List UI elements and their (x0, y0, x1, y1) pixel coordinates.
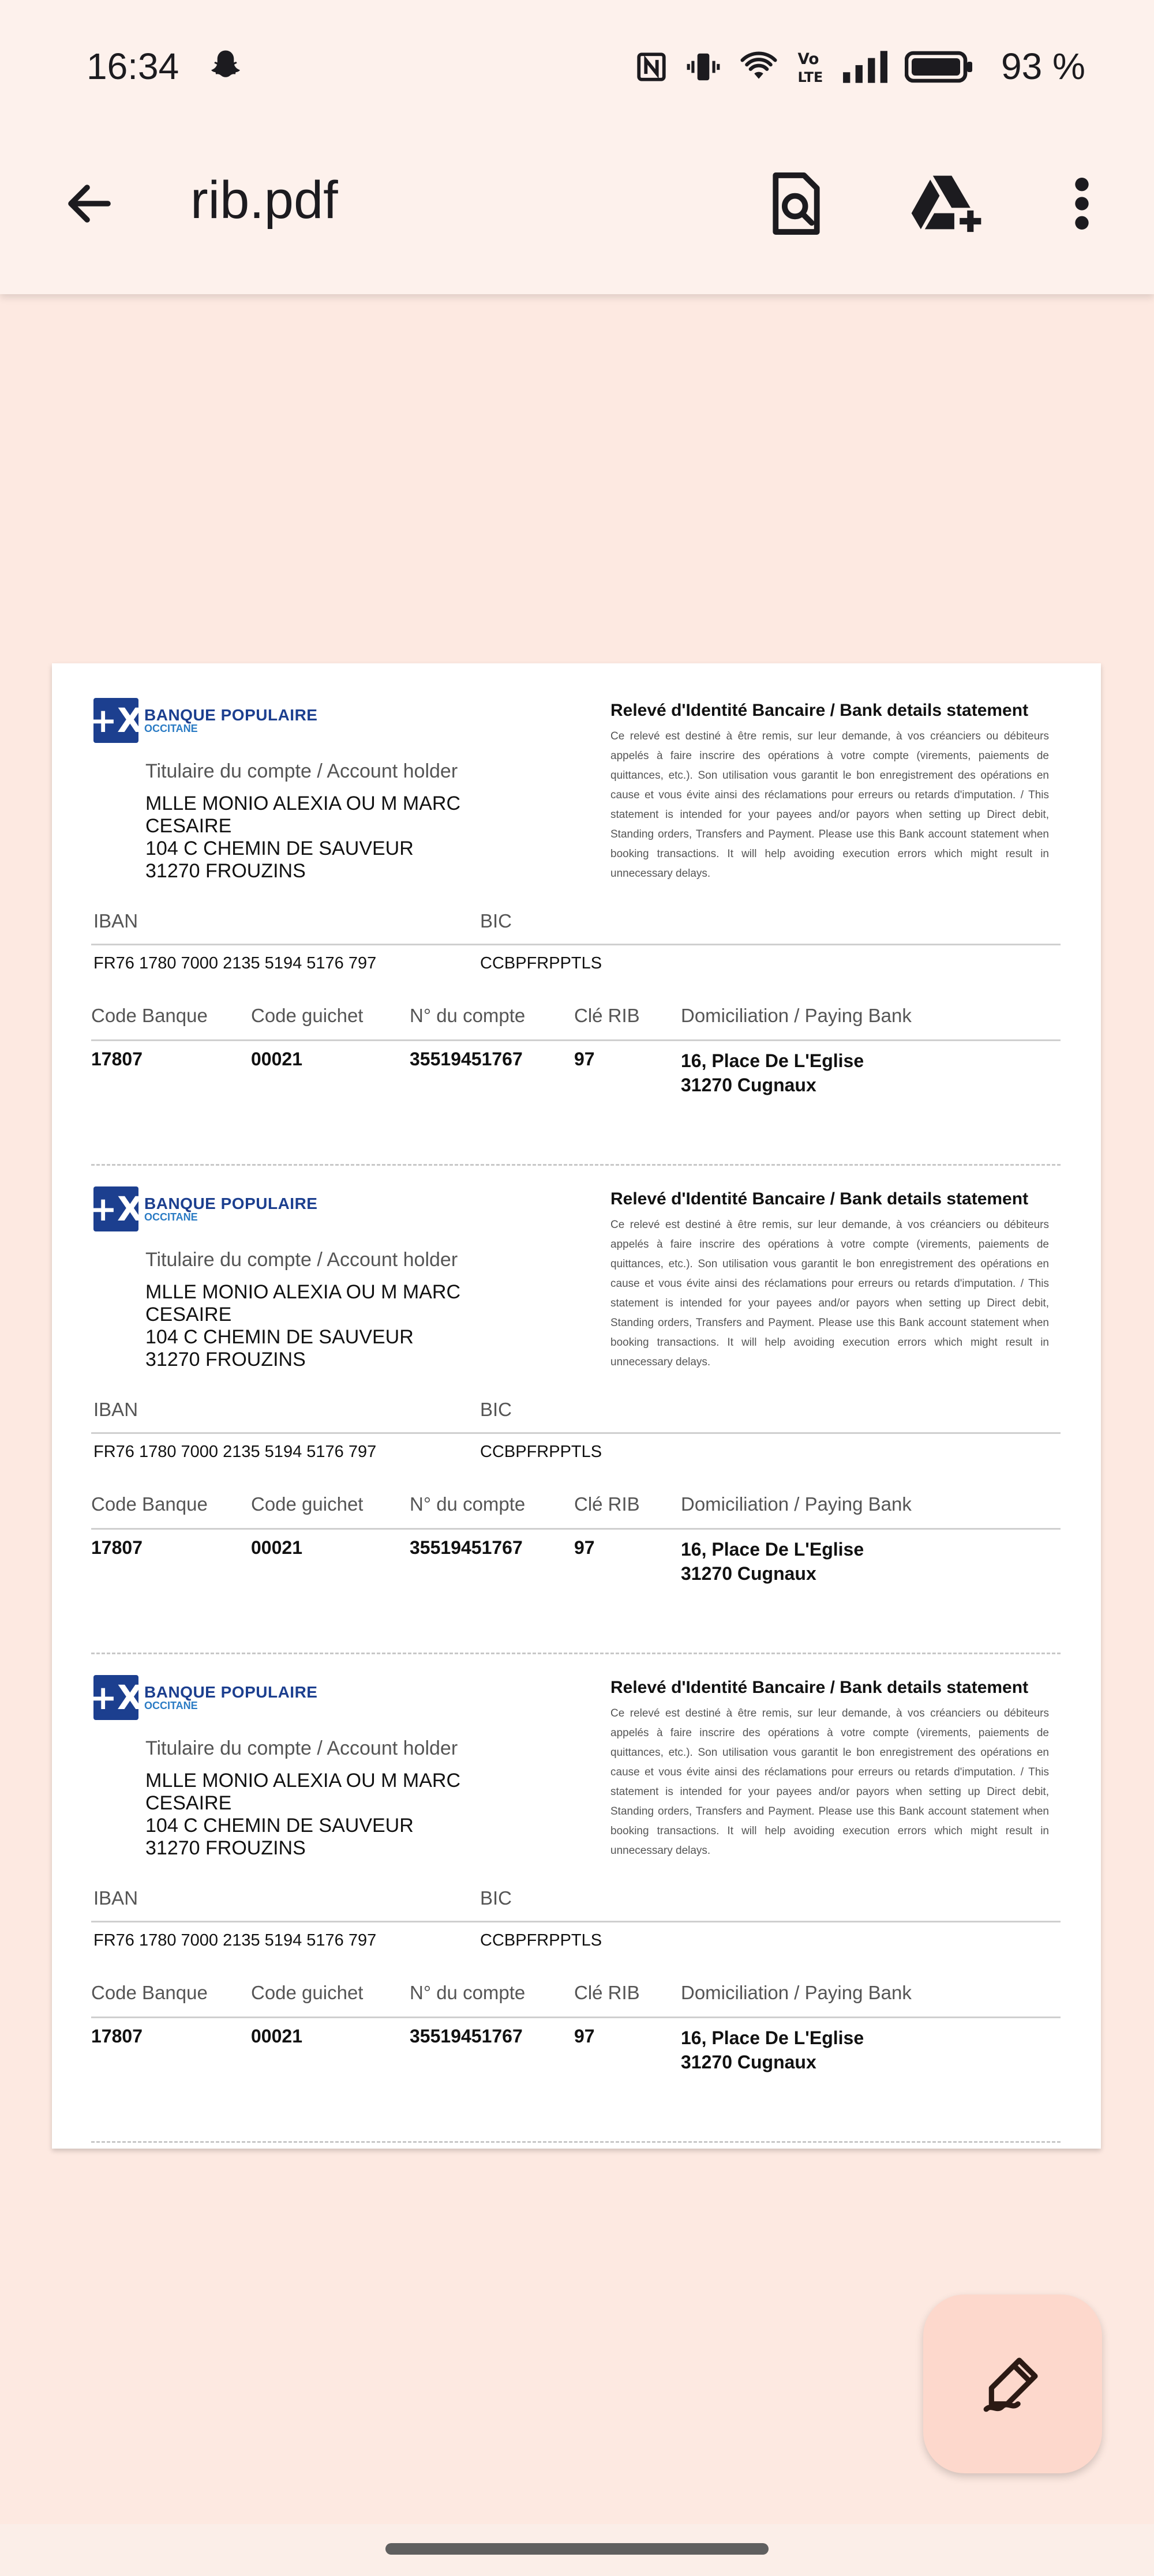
domiciliation-address (681, 2026, 864, 2074)
bank-logo-mark: +X (93, 1186, 138, 1231)
domiciliation-line: 31270 Cugnaux (681, 1075, 816, 1095)
rib-slip (52, 663, 1101, 1152)
account-number: 35519451767 (410, 1537, 523, 1558)
holder-label: Titulaire du compte / Account holder (145, 1737, 458, 1759)
nfc-icon (635, 49, 668, 87)
status-time: 16:34 (87, 46, 179, 87)
bank-logo-mark: +X (93, 698, 138, 743)
signal-icon (841, 49, 887, 87)
col-domiciliation: Domiciliation / Paying Bank (681, 1005, 912, 1026)
rib-key: 97 (574, 1049, 595, 1069)
bank-code: 17807 (91, 2026, 143, 2046)
vibrate-icon (685, 49, 721, 87)
bic-value: CCBPFRPPTLS (480, 1931, 602, 1950)
cut-line (91, 2141, 1061, 2143)
bic-value: CCBPFRPPTLS (480, 1443, 602, 1461)
battery-percent: 93 % (1001, 46, 1085, 87)
holder-line: CESAIRE (145, 1304, 232, 1325)
annotate-pen-icon (981, 2351, 1044, 2417)
holder-line: 31270 FROUZINS (145, 1349, 306, 1370)
top-app-bar (0, 0, 1154, 294)
drive-add-icon (909, 169, 984, 238)
domiciliation-address (681, 1049, 864, 1097)
bic-label: BIC (480, 1399, 512, 1420)
bic-value: CCBPFRPPTLS (480, 954, 602, 972)
divider (91, 1921, 1061, 1922)
back-arrow-icon (62, 176, 117, 234)
bank-name: BANQUE POPULAIRE (144, 706, 318, 724)
divider (91, 1039, 1061, 1041)
document-search-icon (767, 170, 825, 239)
annotate-button[interactable] (923, 2295, 1102, 2473)
bank-logo (89, 1675, 318, 1720)
holder-label: Titulaire du compte / Account holder (145, 1249, 458, 1271)
volte-icon (796, 49, 824, 87)
divider (91, 944, 1061, 945)
document-title: rib.pdf (190, 171, 338, 230)
more-vert-icon (1070, 175, 1093, 235)
iban-label: IBAN (93, 1399, 138, 1420)
statement-text: Ce relevé est destiné à être remis, sur leur demande, à vos créanciers ou débiteurs appelés à faire inscrire des opérations à votre compte (virements, paiements de quittances, etc.). Son utilisation vous garantit le bon enregistrement des opérations en cause et vous évite ainsi des réclamations pour erreurs ou retards d'imputation. / This statement is intended for your payees and/or payors when setting up Direct debit, Standing orders, Transfers and Payment. Please use this Bank account statement when booking transactions. It will help avoiding execution errors which might result in unnecessary delays. (610, 1219, 1049, 1368)
col-account-no: N° du compte (410, 1005, 526, 1026)
domiciliation-address (681, 1537, 864, 1586)
holder-address (145, 793, 460, 883)
bic-label: BIC (480, 1887, 512, 1909)
holder-line: 104 C CHEMIN DE SAUVEUR (145, 838, 414, 859)
statement-title: Relevé d'Identité Bancaire / Bank details statement (610, 1678, 1029, 1697)
col-rib-key: Clé RIB (574, 1493, 640, 1515)
holder-label: Titulaire du compte / Account holder (145, 760, 458, 782)
battery-icon (905, 49, 974, 87)
iban-value: FR76 1780 7000 2135 5194 5176 797 (93, 1443, 377, 1461)
bank-code: 17807 (91, 1537, 143, 1558)
bank-region: OCCITANE (144, 723, 198, 734)
rib-slip (52, 1640, 1101, 2129)
bic-label: BIC (480, 910, 512, 932)
branch-code: 00021 (251, 1537, 302, 1558)
iban-value: FR76 1780 7000 2135 5194 5176 797 (93, 1931, 377, 1950)
holder-line: MLLE MONIO ALEXIA OU M MARC (145, 793, 461, 814)
domiciliation-line: 31270 Cugnaux (681, 2052, 816, 2072)
pdf-page[interactable] (52, 663, 1101, 2149)
account-number: 35519451767 (410, 2026, 523, 2046)
branch-code: 00021 (251, 2026, 302, 2046)
col-domiciliation: Domiciliation / Paying Bank (681, 1982, 912, 2003)
statement-text: Ce relevé est destiné à être remis, sur leur demande, à vos créanciers ou débiteurs appelés à faire inscrire des opérations à votre compte (virements, paiements de quittances, etc.). Son utilisation vous garantit le bon enregistrement des opérations en cause et vous évite ainsi des réclamations pour erreurs ou retards d'imputation. / This statement is intended for your payees and/or payors when setting up Direct debit, Standing orders, Transfers and Payment. Please use this Bank account statement when booking transactions. It will help avoiding execution errors which might result in unnecessary delays. (610, 730, 1049, 880)
rib-slip (52, 1152, 1101, 1640)
gesture-nav-bar (0, 2524, 1154, 2576)
col-branch-code: Code guichet (251, 1493, 364, 1515)
col-account-no: N° du compte (410, 1493, 526, 1515)
iban-value: FR76 1780 7000 2135 5194 5176 797 (93, 954, 377, 972)
search-document-button[interactable] (762, 167, 831, 242)
holder-line: 31270 FROUZINS (145, 860, 306, 882)
divider (91, 1528, 1061, 1530)
iban-label: IBAN (93, 910, 138, 932)
domiciliation-line: 31270 Cugnaux (681, 1563, 816, 1584)
bank-logo (89, 698, 318, 743)
account-number: 35519451767 (410, 1049, 523, 1069)
col-rib-key: Clé RIB (574, 1005, 640, 1026)
col-bank-code: Code Banque (91, 1982, 208, 2003)
rib-key: 97 (574, 1537, 595, 1558)
snapchat-icon (207, 47, 245, 85)
svg-text:LTE: LTE (797, 69, 823, 85)
holder-line: 104 C CHEMIN DE SAUVEUR (145, 1326, 414, 1348)
bank-logo (89, 1186, 318, 1231)
bank-name: BANQUE POPULAIRE (144, 1195, 318, 1212)
domiciliation-line: 16, Place De L'Eglise (681, 1539, 864, 1560)
bank-logo-mark: +X (93, 1675, 138, 1720)
bank-name: BANQUE POPULAIRE (144, 1683, 318, 1701)
bank-code: 17807 (91, 1049, 143, 1069)
bank-region: OCCITANE (144, 1211, 198, 1223)
svg-text:Vo: Vo (797, 51, 819, 69)
col-bank-code: Code Banque (91, 1493, 208, 1515)
col-branch-code: Code guichet (251, 1005, 364, 1026)
divider (91, 1432, 1061, 1434)
holder-line: CESAIRE (145, 1792, 232, 1814)
status-icons (635, 45, 974, 91)
rib-key: 97 (574, 2026, 595, 2046)
col-rib-key: Clé RIB (574, 1982, 640, 2003)
holder-address (145, 1770, 460, 1860)
domiciliation-line: 16, Place De L'Eglise (681, 1050, 864, 1071)
col-account-no: N° du compte (410, 1982, 526, 2003)
bank-region: OCCITANE (144, 1700, 198, 1711)
holder-line: 104 C CHEMIN DE SAUVEUR (145, 1815, 414, 1837)
holder-line: MLLE MONIO ALEXIA OU M MARC (145, 1281, 461, 1303)
more-options-button[interactable] (1056, 170, 1108, 239)
holder-line: MLLE MONIO ALEXIA OU M MARC (145, 1770, 461, 1792)
home-indicator[interactable] (385, 2543, 769, 2555)
holder-line: CESAIRE (145, 815, 232, 837)
statement-title: Relevé d'Identité Bancaire / Bank details statement (610, 1189, 1029, 1208)
col-bank-code: Code Banque (91, 1005, 208, 1026)
branch-code: 00021 (251, 1049, 302, 1069)
statement-title: Relevé d'Identité Bancaire / Bank details statement (610, 701, 1029, 720)
wifi-icon (739, 49, 779, 87)
statement-text: Ce relevé est destiné à être remis, sur leur demande, à vos créanciers ou débiteurs appelés à faire inscrire des opérations à votre compte (virements, paiements de quittances, etc.). Son utilisation vous garantit le bon enregistrement des opérations en cause et vous évite ainsi des réclamations pour erreurs ou retards d'imputation. / This statement is intended for your payees and/or payors when setting up Direct debit, Standing orders, Transfers and Payment. Please use this Bank account statement when booking transactions. It will help avoiding execution errors which might result in unnecessary delays. (610, 1707, 1049, 1857)
add-to-drive-button[interactable] (906, 166, 987, 241)
col-branch-code: Code guichet (251, 1982, 364, 2003)
iban-label: IBAN (93, 1887, 138, 1909)
back-button[interactable] (58, 173, 121, 236)
col-domiciliation: Domiciliation / Paying Bank (681, 1493, 912, 1515)
divider (91, 2017, 1061, 2018)
holder-address (145, 1281, 460, 1371)
holder-line: 31270 FROUZINS (145, 1837, 306, 1859)
domiciliation-line: 16, Place De L'Eglise (681, 2027, 864, 2048)
